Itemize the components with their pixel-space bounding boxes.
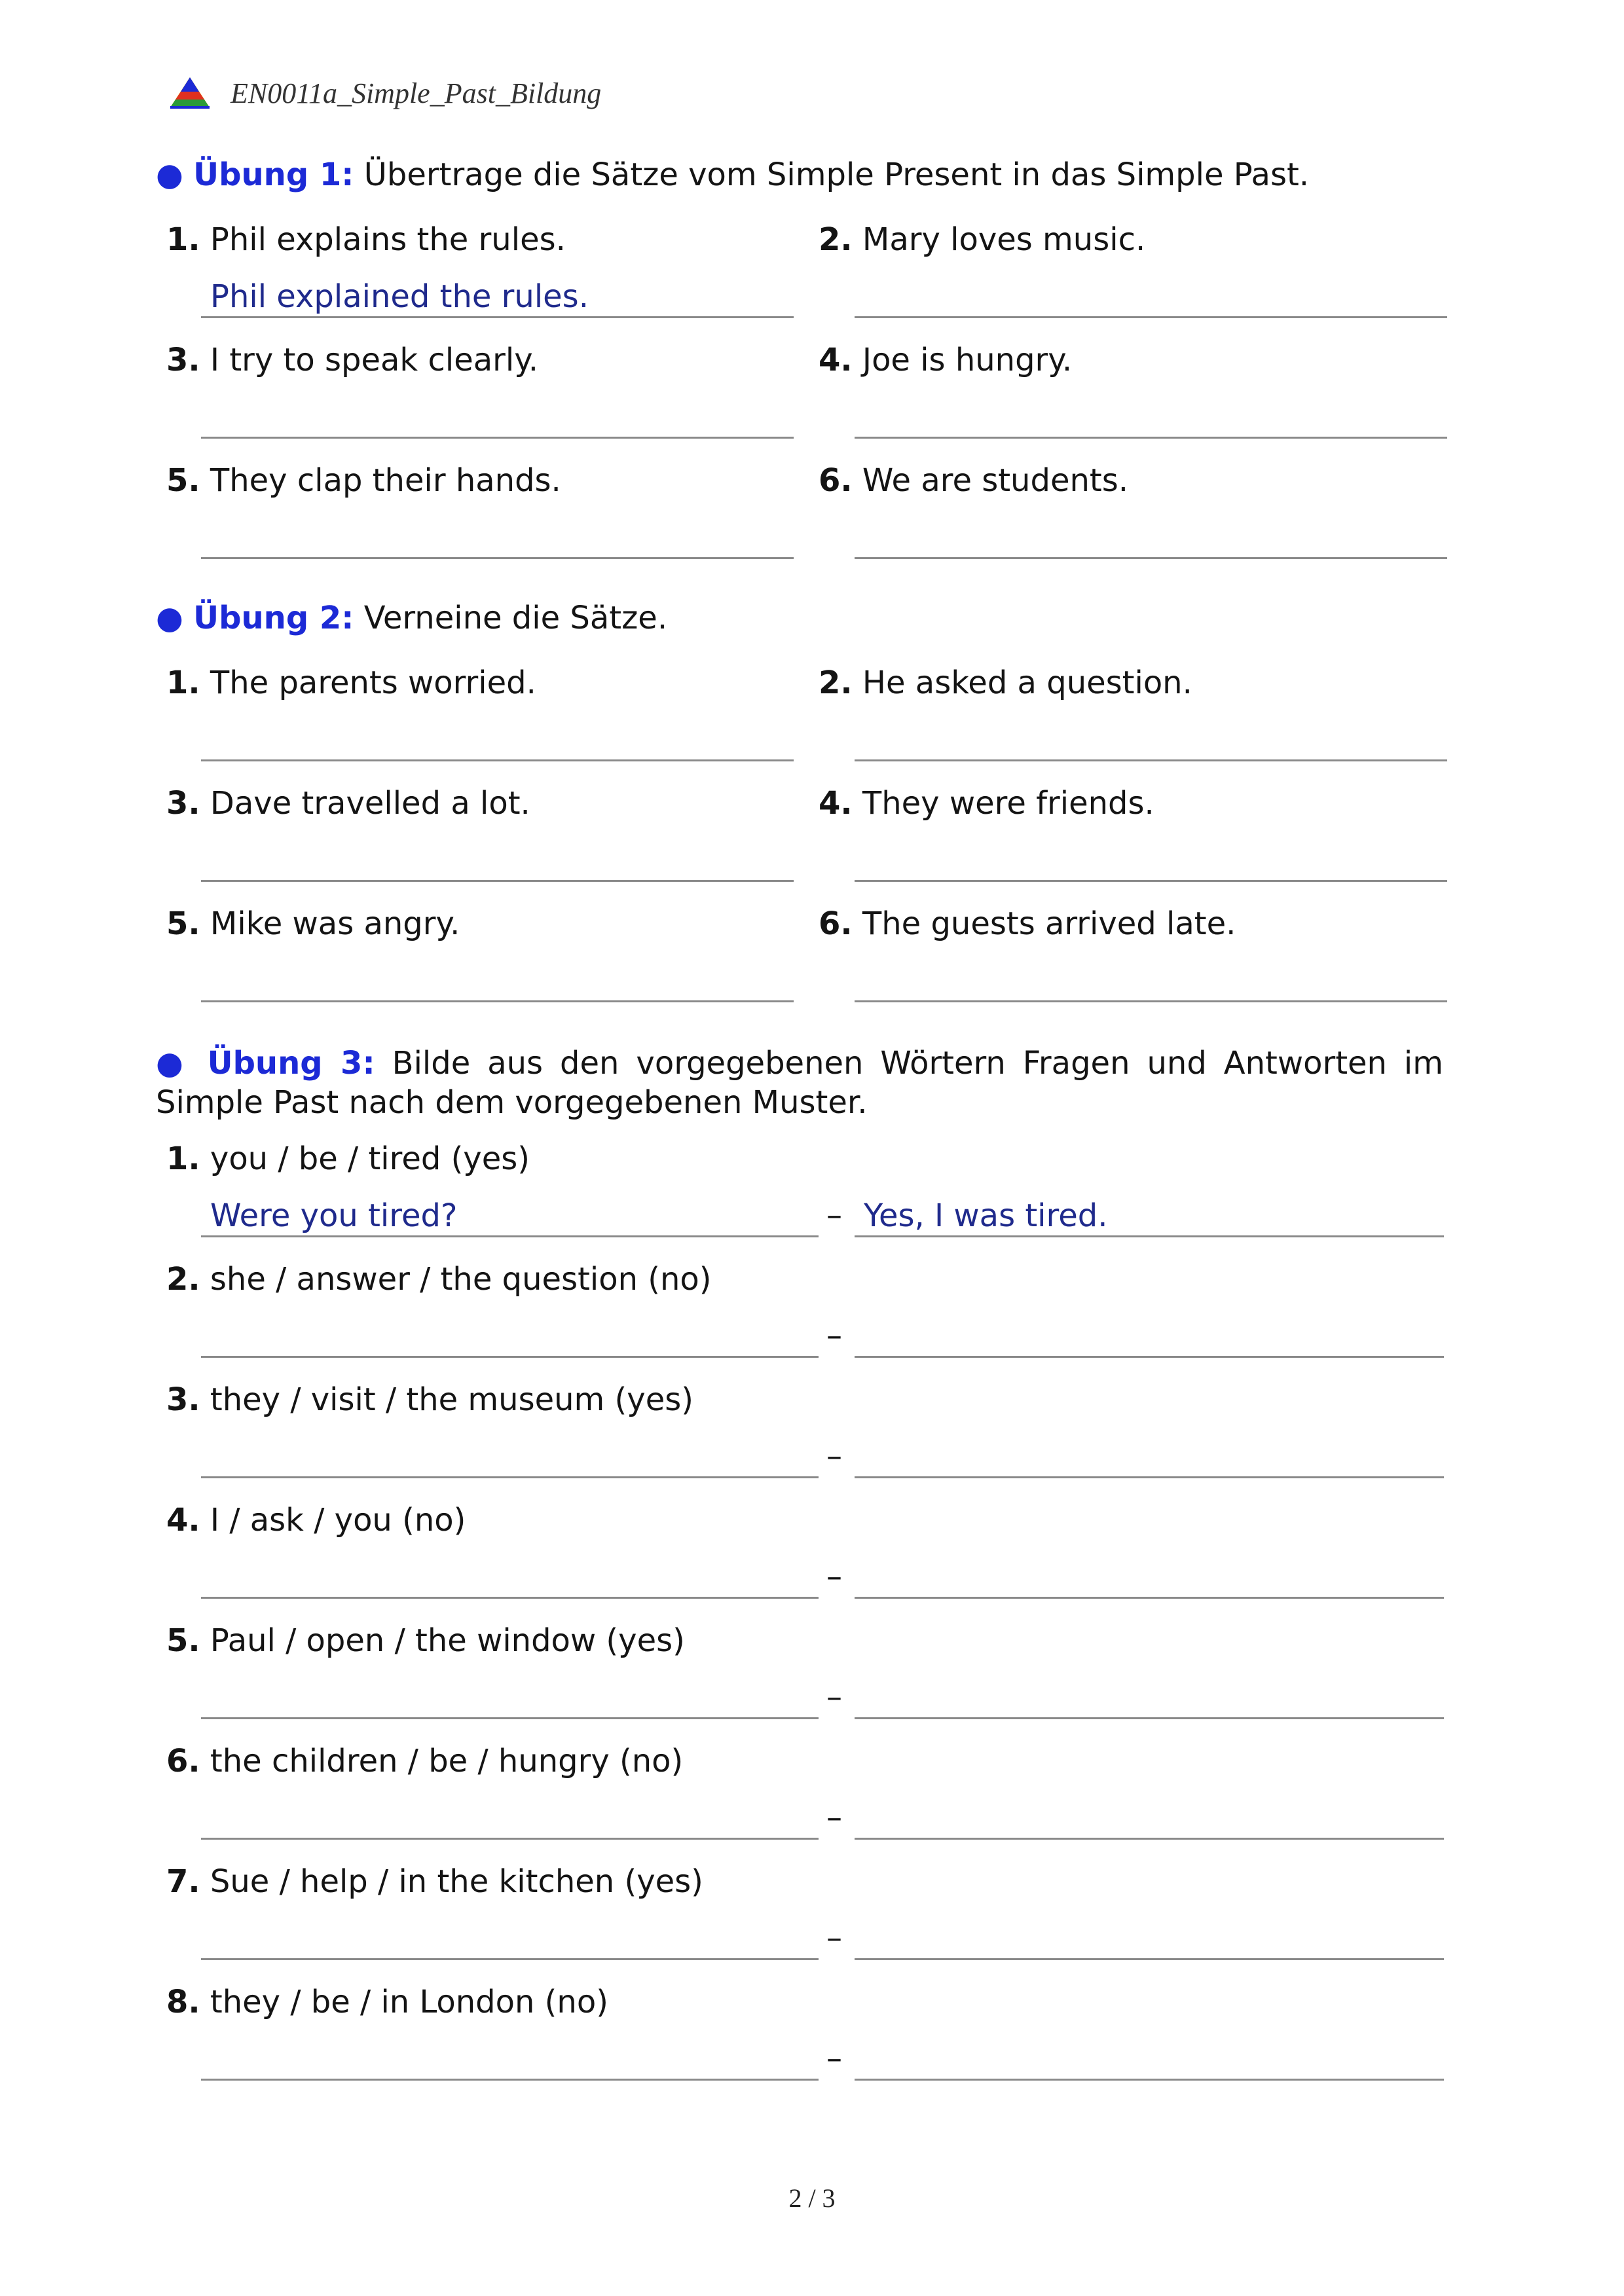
exercise-3-item-7: 7. Sue / help / in the kitchen (yes) [166,1863,703,1900]
dash-separator: – [826,1197,842,1233]
bullet-icon: ● [156,1045,191,1082]
exercise-2-heading [156,598,1443,638]
document-title: EN0011a_Simple_Past_Bildung [231,77,602,109]
exercise-3-answer-1[interactable] [855,1195,1444,1237]
exercise-3-item-6: 6. the children / be / hungry (no) [166,1743,684,1779]
exercise-2-answer-6[interactable] [855,960,1447,1002]
exercise-3-question-3[interactable] [201,1436,819,1478]
exercise-2-item-2: 2. He asked a question. [819,665,1192,701]
exercise-2-label: Übung 2: [193,600,354,636]
exercise-3-item-3: 3. they / visit / the museum (yes) [166,1381,693,1418]
exercise-3-question-1[interactable] [201,1195,819,1237]
exercise-3-item-4: 4. I / ask / you (no) [166,1502,466,1539]
exercise-1-item-1: 1. Phil explains the rules. [166,221,566,258]
exercise-2-instruction: Verneine die Sätze. [363,600,668,636]
exercise-3-question-8[interactable] [201,2039,819,2081]
exercise-3-answer-6[interactable] [855,1798,1444,1840]
exercise-3-item-8: 8. they / be / in London (no) [166,1984,608,2020]
exercise-1-answer-2[interactable] [855,276,1447,318]
exercise-1-instruction: Übertrage die Sätze vom Simple Present in das Simple Past. [363,156,1310,193]
exercise-3-question-7[interactable] [201,1918,819,1960]
exercise-1-answer-5[interactable] [201,517,794,559]
dash-separator: – [826,1438,842,1474]
dash-separator: – [826,1799,842,1836]
exercise-2-item-3: 3. Dave travelled a lot. [166,785,530,822]
exercise-2-answer-4[interactable] [855,840,1447,882]
document-header [169,73,601,113]
exercise-3-answer-2[interactable] [855,1316,1444,1358]
exercise-1-answer-1[interactable] [201,276,794,318]
exercise-3-answer-3[interactable] [855,1436,1444,1478]
exercise-1-answer-4[interactable] [855,397,1447,439]
bullet-icon: ● [156,156,183,193]
exercise-1-item-5: 5. They clap their hands. [166,462,561,499]
exercise-3-item-2: 2. she / answer / the question (no) [166,1261,712,1298]
exercise-2-item-5: 5. Mike was angry. [166,905,460,942]
exercise-3-label: Übung 3: [207,1045,375,1082]
handwritten-answer: Phil explained the rules. [210,278,589,315]
exercise-3-instruction: Bilde aus den vorgegebenen Wörtern Fragen und Antworten im Simple Past nach dem vorgegebenen Muster. [156,1045,1444,1121]
exercise-1-item-3: 3. I try to speak clearly. [166,342,539,378]
exercise-1-answer-6[interactable] [855,517,1447,559]
handwritten-answer: Yes, I was tired. [864,1197,1108,1234]
exercise-1-label: Übung 1: [193,156,354,193]
exercise-3-question-5[interactable] [201,1677,819,1719]
exercise-3-question-6[interactable] [201,1798,819,1840]
dash-separator: – [826,2040,842,2077]
exercise-1-heading [156,155,1443,194]
exercise-2-answer-3[interactable] [201,840,794,882]
exercise-1-item-4: 4. Joe is hungry. [819,342,1073,378]
page-number: 2 / 3 [788,2183,836,2213]
exercise-3-item-5: 5. Paul / open / the window (yes) [166,1622,685,1659]
exercise-3-item-1: 1. you / be / tired (yes) [166,1140,530,1177]
exercise-1-answer-3[interactable] [201,397,794,439]
exercise-3-heading [156,1044,1443,1122]
exercise-2-item-1: 1. The parents worried. [166,665,536,701]
exercise-3-answer-4[interactable] [855,1557,1444,1599]
exercise-2-answer-5[interactable] [201,960,794,1002]
exercise-2-item-6: 6. The guests arrived late. [819,905,1236,942]
exercise-3-answer-7[interactable] [855,1918,1444,1960]
dash-separator: – [826,1679,842,1715]
exercise-3-answer-5[interactable] [855,1677,1444,1719]
handwritten-answer: Were you tired? [210,1197,458,1234]
exercise-1-item-6: 6. We are students. [819,462,1128,499]
dash-separator: – [826,1920,842,1956]
exercise-2-answer-2[interactable] [855,720,1447,761]
exercise-2-item-4: 4. They were friends. [819,785,1154,822]
exercise-3-question-2[interactable] [201,1316,819,1358]
bullet-icon: ● [156,600,183,636]
pyramid-logo-icon [169,76,211,110]
exercise-3-question-4[interactable] [201,1557,819,1599]
exercise-2-answer-1[interactable] [201,720,794,761]
exercise-3-answer-8[interactable] [855,2039,1444,2081]
dash-separator: – [826,1558,842,1595]
dash-separator: – [826,1317,842,1354]
exercise-1-item-2: 2. Mary loves music. [819,221,1146,258]
